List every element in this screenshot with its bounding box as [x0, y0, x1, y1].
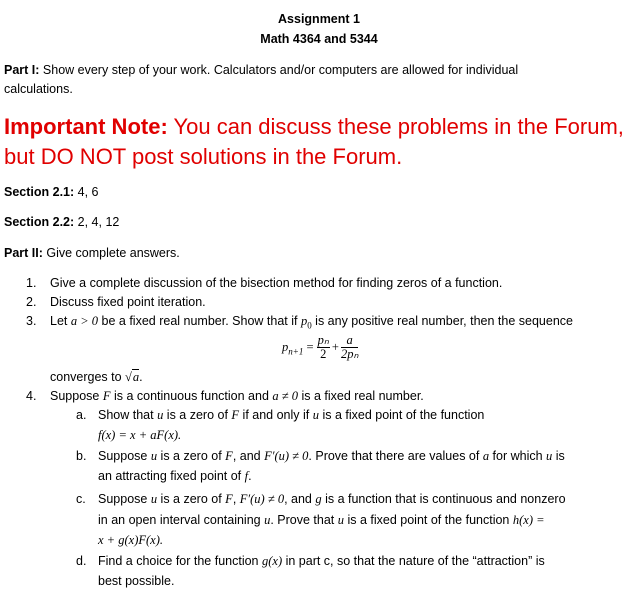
math: u [150, 449, 158, 463]
math-sub: 0 [307, 320, 312, 331]
math: u [546, 449, 553, 463]
text: is a continuous function and [110, 389, 273, 403]
item-number: 3. [26, 314, 37, 328]
text: be a fixed real number. Show that if [98, 314, 301, 328]
section-label: Section 2.1: [4, 185, 75, 199]
text: . [248, 469, 252, 483]
text: Show that [98, 408, 158, 422]
math: u [157, 408, 164, 422]
item-text [50, 314, 573, 331]
text: . [139, 370, 143, 384]
text: is a function that is continuous and nonzero [321, 492, 566, 506]
important-note-line2: but DO NOT post solutions in the Forum. [4, 144, 403, 169]
text: Suppose [98, 492, 151, 506]
math: + [331, 340, 339, 354]
function-h: x + g(x)F(x). [98, 533, 163, 547]
text: is a fixed real number. [298, 389, 424, 403]
item-text [50, 389, 424, 404]
math: a > 0 [70, 314, 99, 328]
math: F′(u) ≠ 0 [239, 492, 285, 506]
fraction-denominator: 2 [320, 347, 327, 362]
text: is any positive real number, then the sequence [311, 314, 573, 328]
text: an attracting fixed point of [98, 469, 245, 483]
subitem-text-cont [98, 469, 252, 484]
text: is a zero of [157, 492, 226, 506]
section-problems: 4, 6 [74, 185, 99, 199]
text: . Prove that [270, 513, 338, 527]
text: Find a choice for the function [98, 554, 262, 568]
text: . Prove that there are values of [308, 449, 483, 463]
text: , and [232, 449, 265, 463]
part2-label: Part II: [4, 246, 43, 260]
text: if and only if [239, 408, 313, 422]
item-text: Discuss fixed point iteration. [50, 295, 206, 309]
item-number: 4. [26, 389, 37, 403]
part2-text: Give complete answers. [42, 246, 180, 260]
subitem-text [98, 554, 545, 569]
text: Let [50, 314, 71, 328]
math: f [244, 469, 249, 483]
section-problems: 2, 4, 12 [74, 215, 120, 229]
math: g [315, 492, 322, 506]
important-note-text: You can discuss these problems in the Forum, [167, 114, 624, 139]
math: p [300, 314, 308, 328]
converges-line [50, 370, 143, 385]
important-note-label: Important Note: [4, 114, 168, 139]
subitem-text-cont [98, 513, 545, 528]
math: F′(u) ≠ 0 [264, 449, 309, 463]
item-number: 1. [26, 276, 37, 290]
subitem-letter: d. [76, 554, 87, 568]
subitem-text [98, 492, 566, 507]
fraction-numerator: pₙ [317, 333, 329, 348]
math: = [303, 340, 317, 354]
math: F [225, 492, 233, 506]
math: u [264, 513, 271, 527]
part1-line1 [4, 63, 518, 77]
math: F [102, 389, 111, 403]
recurrence-equation [282, 330, 358, 364]
fraction [341, 334, 358, 361]
text: is a fixed point of the function [344, 513, 513, 527]
course-title: Math 4364 and 5344 [260, 32, 378, 46]
text: in an open interval containing [98, 513, 265, 527]
text: Suppose [98, 449, 151, 463]
text: Suppose [50, 389, 103, 403]
part1-label: Part I: [4, 63, 40, 77]
part1-line2: calculations. [4, 82, 73, 96]
important-note-line1 [4, 114, 624, 140]
item-number: 2. [26, 295, 37, 309]
math: F [225, 449, 233, 463]
text: is a zero of [157, 449, 226, 463]
text: , [232, 492, 240, 506]
text: converges to [50, 370, 126, 384]
part2-line [4, 246, 180, 260]
subitem-letter: a. [76, 408, 87, 422]
math: u [312, 408, 319, 422]
math: a [482, 449, 490, 463]
sqrt-argument: a [132, 370, 140, 384]
math: a ≠ 0 [272, 389, 299, 403]
section-2-1 [4, 185, 99, 199]
math: F [231, 408, 240, 422]
assignment-title: Assignment 1 [278, 12, 360, 26]
math: u [337, 513, 344, 527]
sqrt-sign: √ [125, 370, 132, 384]
subitem-text [98, 449, 565, 464]
text: for which [489, 449, 547, 463]
item-text: Give a complete discussion of the bisection method for finding zeros of a function. [50, 276, 503, 290]
math: h(x) = [512, 513, 545, 527]
text: is [552, 449, 565, 463]
math: g(x) [261, 554, 283, 568]
subitem-letter: b. [76, 449, 87, 463]
section-2-2 [4, 215, 119, 229]
math: u [150, 492, 158, 506]
part1-text: Show every step of your work. Calculators and/or computers are allowed for individual [39, 63, 519, 77]
subitem-letter: c. [76, 492, 86, 506]
section-label: Section 2.2: [4, 215, 75, 229]
fraction [317, 334, 330, 361]
math-sub: n+1 [288, 346, 304, 357]
math: p [282, 340, 289, 354]
text: is a zero of [163, 408, 232, 422]
subitem-text [98, 408, 484, 423]
text: in part c, so that the nature of the “attraction” is [282, 554, 545, 568]
fraction-denominator: 2pₙ [340, 347, 359, 362]
function-f: f(x) = x + aF(x). [98, 428, 182, 442]
text: is a fixed point of the function [318, 408, 485, 422]
text: , and [284, 492, 316, 506]
fraction-numerator: a [341, 334, 358, 348]
subitem-text-cont: best possible. [98, 574, 175, 588]
